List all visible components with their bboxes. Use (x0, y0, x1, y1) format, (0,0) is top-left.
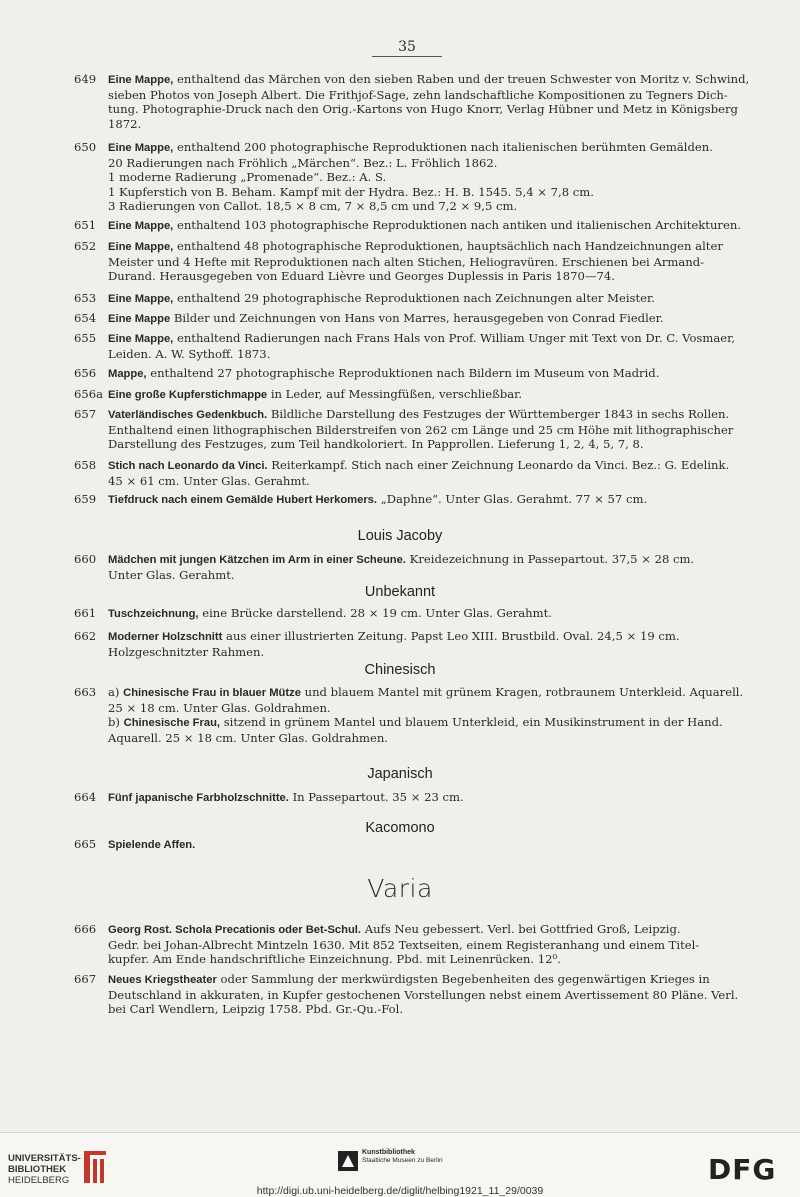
entry-number: 657 (74, 407, 97, 421)
entry-title: Mappe, (108, 368, 147, 380)
entry-title: Chinesische Frau, (123, 717, 221, 729)
entry-title: Eine Mappe, (108, 241, 174, 253)
catalog-entry-651 (74, 218, 754, 234)
catalog-entry-660 (74, 552, 754, 582)
logo-text: UNIVERSITÄTS- (8, 1153, 81, 1164)
catalog-entry-659 (74, 492, 754, 508)
entry-text: Kreidezeichnung in Passepartout. 37,5 × 28 cm. (405, 552, 695, 566)
entry-line (108, 269, 754, 284)
entry-text: Bilder und Zeichnungen von Hans von Marres, herausgegeben von Conrad Fiedler. (170, 311, 664, 325)
entry-number: 659 (74, 492, 97, 506)
entry-line (108, 437, 754, 452)
entry-text: Bildliche Darstellung des Festzuges der Württemberger 1843 in sechs Rollen. (267, 407, 730, 421)
section-heading-varia: Varia (367, 874, 433, 903)
entry-line (108, 156, 754, 171)
entry-title: Moderner Holzschnitt (108, 631, 223, 643)
entry-line (108, 199, 754, 214)
entry-title: Eine Mappe, (108, 74, 174, 86)
entry-title: Chinesische Frau in blauer Mütze (123, 687, 301, 699)
entry-line (108, 311, 754, 327)
entry-text: tung. Photographie-Druck nach den Orig.-Kartons von Hugo Knorr, Verlag Hübner und Metz in Königsberg (108, 102, 738, 116)
entry-title: Mädchen mit jungen Kätzchen im Arm in einer Scheune. (108, 554, 406, 566)
entry-number: 665 (74, 837, 97, 851)
entry-number: 663 (74, 685, 97, 699)
entry-text: 25 × 18 cm. Unter Glas. Goldrahmen. (108, 700, 331, 715)
entry-number: 655 (74, 331, 97, 345)
entry-line (108, 458, 754, 474)
entry-title: Eine Mappe (108, 313, 171, 325)
catalog-entry-658 (74, 458, 754, 488)
kunstbibliothek-mark-icon (338, 1151, 358, 1171)
logo-text: HEIDELBERG (8, 1175, 70, 1186)
entry-number: 654 (74, 311, 97, 325)
entry-text: 1872. (108, 116, 142, 131)
entry-title: Eine Mappe, (108, 220, 174, 232)
entry-text: enthaltend 27 photographische Reproduktionen nach Bildern im Museum von Madrid. (146, 366, 660, 380)
entry-text: sieben Photos von Joseph Albert. Die Frithjof-Sage, zehn landschaftliche Kompositionen zu Tegners Dich- (108, 87, 728, 102)
entry-title: Tuschzeichnung, (108, 608, 199, 620)
catalog-entry-661 (74, 606, 754, 622)
entry-line (108, 474, 754, 489)
entry-number: 664 (74, 790, 97, 804)
catalog-entry-652 (74, 239, 754, 284)
section-heading-kacomono: Kacomono (365, 820, 435, 836)
entry-text: 45 × 61 cm. Unter Glas. Gerahmt. (108, 473, 310, 488)
entry-text: „Daphne“. Unter Glas. Gerahmt. 77 × 57 cm. (377, 492, 648, 506)
entry-line (108, 291, 754, 307)
catalog-entry-655 (74, 331, 754, 361)
entry-line (108, 170, 754, 185)
entry-text: Durand. Herausgegeben von Eduard Lièvre und Georges Duplessis in Paris 1870—74. (108, 269, 615, 283)
entry-text: enthaltend 29 photographische Reproduktionen nach Zeichnungen alter Meister. (173, 291, 655, 305)
entry-text: Meister und 4 Hefte mit Reproduktionen nach alten Stichen, Heliogravüren. Erschienen bei Armand- (108, 254, 705, 269)
entry-number: 661 (74, 606, 97, 620)
entry-number: 656 (74, 366, 97, 380)
section-heading-unbekannt: Unbekannt (364, 584, 436, 600)
entry-number: 666 (74, 922, 97, 936)
entry-title: Fünf japanische Farbholzschnitte. (108, 792, 289, 804)
entry-title: Neues Kriegstheater (108, 974, 217, 986)
entry-text: eine Brücke darstellend. 28 × 19 cm. Unter Glas. Gerahmt. (198, 606, 552, 620)
entry-line (108, 255, 754, 270)
catalog-entry-665 (74, 837, 754, 853)
entry-line (108, 331, 754, 347)
page-number: 35 (372, 38, 442, 57)
catalog-entry-656 (74, 366, 754, 382)
item-marker: a) (108, 685, 124, 699)
entry-line (108, 72, 754, 88)
logo-text: Kunstbibliothek (362, 1149, 415, 1156)
entry-line (108, 88, 754, 103)
entry-number: 662 (74, 629, 97, 643)
entry-text: Deutschland in akkuraten, in Kupfer gestochenen Vorstellungen nebst einem Avertissement 80 Pläne. Verl. (108, 987, 739, 1002)
entry-text: sitzend in grünem Mantel und blauem Unterkleid, ein Musikinstrument in der Hand. (220, 715, 723, 729)
entry-text: in Leder, auf Messingfüßen, verschließbar. (267, 387, 523, 401)
entry-line (108, 239, 754, 255)
logo-text: BIBLIOTHEK (8, 1164, 67, 1175)
ub-heidelberg-logo[interactable] (8, 1153, 81, 1186)
entry-title: Georg Rost. Schola Precationis oder Bet-Schul. (108, 924, 362, 936)
entry-line (108, 185, 754, 200)
entry-number: 651 (74, 218, 97, 232)
catalog-entry-650 (74, 140, 754, 214)
entry-text: Leiden. A. W. Sythoff. 1873. (108, 346, 271, 361)
entry-title: Vaterländisches Gedenkbuch. (108, 409, 268, 421)
ub-heidelberg-mark-icon (80, 1147, 110, 1187)
entry-text: bei Carl Wendlern, Leipzig 1758. Pbd. Gr.-Qu.-Fol. (108, 1002, 404, 1016)
catalog-entry-653 (74, 291, 754, 307)
permalink-url[interactable]: http://digi.ub.uni-heidelberg.de/diglit/helbing1921_11_29/0039 (256, 1185, 544, 1197)
entry-title: Eine Mappe, (108, 333, 174, 345)
catalog-entry-649 (74, 72, 754, 131)
entry-text: enthaltend 48 photographische Reproduktionen, hauptsächlich nach Handzeichnungen alter (173, 239, 723, 253)
entry-number: 649 (74, 72, 97, 86)
catalog-entry-666 (74, 922, 754, 967)
entry-line (108, 366, 754, 382)
entry-line (108, 102, 754, 117)
entry-text: aus einer illustrierten Zeitung. Papst Leo XIII. Brustbild. Oval. 24,5 × 19 cm. (222, 629, 680, 643)
entry-text: Reiterkampf. Stich nach einer Zeichnung Leonardo da Vinci. Bez.: G. Edelink. (267, 458, 730, 472)
entry-line (108, 492, 754, 508)
entry-title: Eine Mappe, (108, 293, 174, 305)
catalog-entry-664 (74, 790, 754, 806)
logo-text: Staatliche Museen zu Berlin (362, 1157, 443, 1164)
entry-number: 652 (74, 239, 97, 253)
catalog-entry-667 (74, 972, 754, 1017)
entry-line (108, 218, 754, 234)
entry-title: Spielende Affen. (108, 839, 196, 851)
entry-line (108, 140, 754, 156)
entry-title: Stich nach Leonardo da Vinci. (108, 460, 268, 472)
entry-text: oder Sammlung der merkwürdigsten Begebenheiten des gegenwärtigen Krieges in (216, 972, 710, 986)
entry-text: kupfer. Am Ende handschriftliche Einzeichnung. Pbd. mit Leinenrücken. 12⁰. (108, 952, 561, 966)
catalog-entry-663 (74, 685, 754, 745)
viewer-footer (0, 1132, 800, 1197)
entry-line (108, 423, 754, 438)
entry-number: 650 (74, 140, 97, 154)
entry-text: Enthaltend einen lithographischen Bilderstreifen von 262 cm Länge und 25 cm Höhe mit lithographischer (108, 422, 734, 437)
entry-text: enthaltend das Märchen von den sieben Raben und der treuen Schwester von Moritz v. Schwind, (173, 72, 750, 86)
catalog-entry-657 (74, 407, 754, 452)
entry-title: Tiefdruck nach einem Gemälde Hubert Herkomers. (108, 494, 378, 506)
entry-text: Aufs Neu gebessert. Verl. bei Gottfried Groß, Leipzig. (361, 922, 681, 936)
entry-text: 20 Radierungen nach Fröhlich „Märchen“. Bez.: L. Fröhlich 1862. (108, 155, 498, 170)
catalog-entry-662 (74, 629, 754, 659)
kunstbibliothek-logo[interactable] (338, 1149, 518, 1177)
entry-text: 3 Radierungen von Callot. 18,5 × 8 cm, 7 × 8,5 cm und 7,2 × 9,5 cm. (108, 199, 518, 213)
entry-text: Aquarell. 25 × 18 cm. Unter Glas. Goldrahmen. (108, 730, 388, 745)
entry-text: und blauem Mantel mit grünem Kragen, rotbraunem Unterkleid. Aquarell. (300, 685, 744, 699)
entry-number: 658 (74, 458, 97, 472)
entry-line (108, 407, 754, 423)
section-heading-chinesisch: Chinesisch (364, 662, 436, 678)
entry-text: Holzgeschnitzter Rahmen. (108, 644, 265, 659)
entry-title: Eine große Kupferstichmappe (108, 389, 268, 401)
entry-text: 1 moderne Radierung „Promenade“. Bez.: A. S. (108, 170, 387, 184)
entry-line (108, 387, 754, 403)
catalog-entry-654 (74, 311, 754, 327)
entry-text: Unter Glas. Gerahmt. (108, 567, 235, 582)
entry-line (108, 117, 754, 132)
entry-line (108, 347, 754, 362)
section-heading-louis-jacoby: Louis Jacoby (357, 528, 443, 544)
entry-text: enthaltend 200 photographische Reproduktionen nach italienischen berühmten Gemälden. (173, 140, 713, 154)
catalog-entry-656a (74, 387, 754, 403)
entry-text: 1 Kupferstich von B. Beham. Kampf mit der Hydra. Bez.: H. B. 1545. 5,4 × 7,8 cm. (108, 184, 594, 199)
entry-number: 653 (74, 291, 97, 305)
item-marker: b) (108, 715, 124, 729)
entry-number: 656a (74, 387, 104, 401)
entry-number: 667 (74, 972, 97, 986)
dfg-logo[interactable]: DFG (708, 1153, 777, 1186)
entry-text: enthaltend Radierungen nach Frans Hals von Prof. William Unger mit Text von Dr. C. Vosmaer, (173, 331, 736, 345)
entry-text: Darstellung des Festzuges, zum Teil handkoloriert. In Papprollen. Lieferung 1, 2, 4, 5, 7, 8. (108, 437, 644, 451)
entry-text: Gedr. bei Johan-Albrecht Mintzeln 1630. Mit 852 Textseiten, einem Registeranhang und einem Titel- (108, 937, 700, 952)
entry-text: enthaltend 103 photographische Reproduktionen nach antiken und italienischen Architekturen. (173, 218, 741, 232)
entry-text: In Passepartout. 35 × 23 cm. (288, 790, 464, 804)
section-heading-japanisch: Japanisch (367, 766, 433, 782)
entry-title: Eine Mappe, (108, 142, 174, 154)
entry-number: 660 (74, 552, 97, 566)
